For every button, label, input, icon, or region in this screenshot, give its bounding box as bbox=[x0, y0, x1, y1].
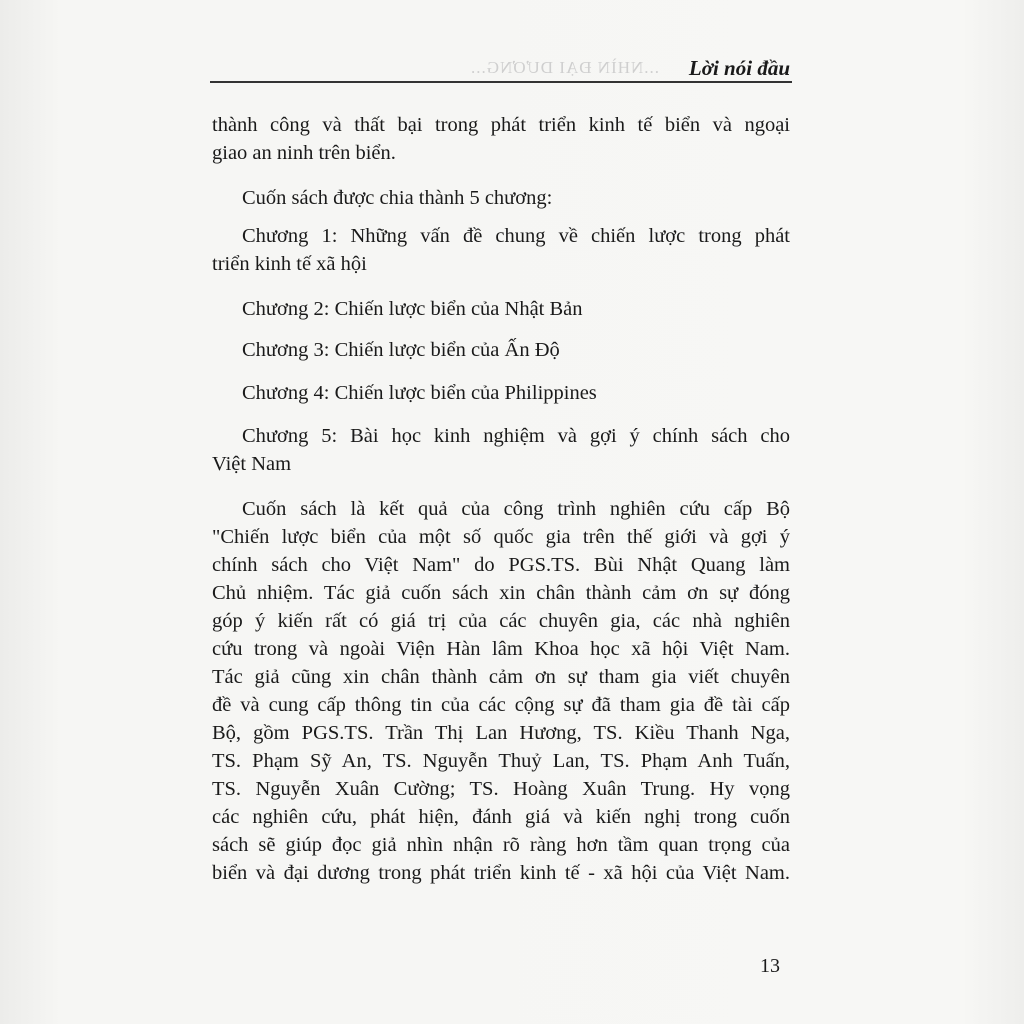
text-line: "Chiến lược biển của một số quốc gia trên thế giới và gợi ý bbox=[212, 526, 790, 548]
text-line: Cuốn sách được chia thành 5 chương: bbox=[242, 187, 553, 209]
text-line: sách sẽ giúp đọc giả nhìn nhận rõ ràng hơn tầm quan trọng của bbox=[212, 834, 790, 856]
text-line: các nghiên cứu, phát hiện, đánh giá và kiến nghị trong cuốn bbox=[212, 806, 790, 828]
header-rule bbox=[210, 81, 792, 83]
text-line: giao an ninh trên biển. bbox=[212, 142, 396, 164]
running-header: Lời nói đầu bbox=[688, 56, 790, 80]
text-line: Bộ, gồm PGS.TS. Trần Thị Lan Hương, TS. Kiều Thanh Nga, bbox=[212, 722, 790, 744]
bleed-through-header: ...NHÌN ĐẠI DƯƠNG... bbox=[470, 58, 660, 77]
text-line: Cuốn sách là kết quả của công trình nghiên cứu cấp Bộ bbox=[242, 498, 790, 520]
text-line: Chương 4: Chiến lược biển của Philippines bbox=[242, 382, 597, 404]
text-line: TS. Phạm Sỹ An, TS. Nguyễn Thuỷ Lan, TS. Phạm Anh Tuấn, bbox=[212, 750, 790, 772]
text-line: góp ý kiến rất có giá trị của các chuyên gia, các nhà nghiên bbox=[212, 610, 790, 632]
text-line: Tác giả cũng xin chân thành cảm ơn sự tham gia viết chuyên bbox=[212, 666, 790, 688]
text-line: Việt Nam bbox=[212, 453, 292, 475]
text-line: TS. Nguyễn Xuân Cường; TS. Hoàng Xuân Trung. Hy vọng bbox=[212, 778, 790, 800]
text-line: cứu trong và ngoài Viện Hàn lâm Khoa học xã hội Việt Nam. bbox=[212, 638, 790, 660]
page-number: 13 bbox=[760, 955, 780, 977]
text-line: triển kinh tế xã hội bbox=[212, 253, 367, 275]
text-line: Chương 1: Những vấn đề chung về chiến lược trong phát bbox=[242, 225, 790, 247]
text-line: Chủ nhiệm. Tác giả cuốn sách xin chân thành cảm ơn sự đóng bbox=[212, 582, 790, 604]
text-line: Chương 2: Chiến lược biển của Nhật Bản bbox=[242, 298, 583, 320]
text-line: Chương 5: Bài học kinh nghiệm và gợi ý chính sách cho bbox=[242, 425, 790, 447]
text-line: biển và đại dương trong phát triển kinh tế - xã hội của Việt Nam. bbox=[212, 862, 790, 884]
text-line: thành công và thất bại trong phát triển kinh tế biển và ngoại bbox=[212, 114, 790, 136]
text-line: chính sách cho Việt Nam" do PGS.TS. Bùi Nhật Quang làm bbox=[212, 554, 790, 576]
text-line: Chương 3: Chiến lược biển của Ấn Độ bbox=[242, 339, 560, 361]
text-line: đề và cung cấp thông tin của các cộng sự đã tham gia đề tài cấp bbox=[212, 694, 790, 716]
